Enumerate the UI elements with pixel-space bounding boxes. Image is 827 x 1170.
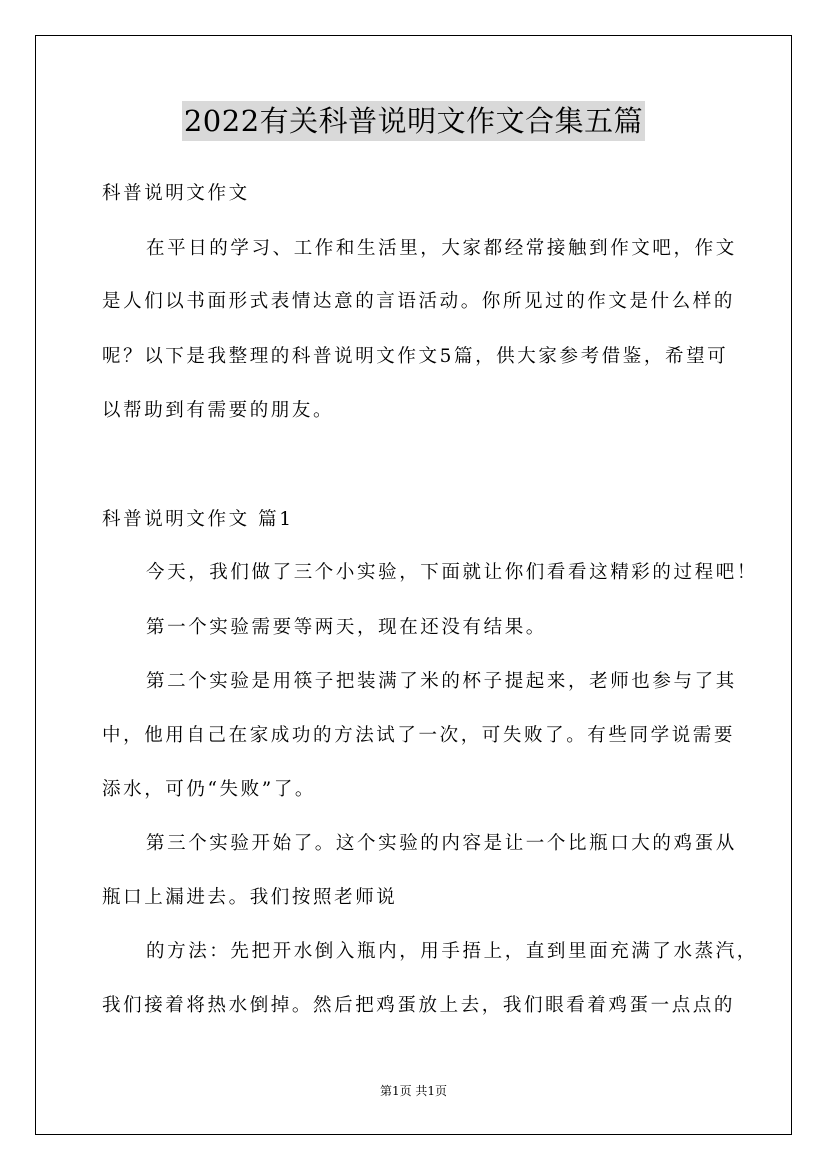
section-heading: 科普说明文作文 [102,183,250,204]
paragraph-line: 第三个实验开始了。这个实验的内容是让一个比瓶口大的鸡蛋从 [146,833,737,854]
paragraph-line: 添水，可仍“失败”了。 [102,779,317,800]
paragraph-line: 的方法：先把开水倒入瓶内，用手捂上，直到里面充满了水蒸汽， [146,941,758,962]
paragraph-line: 呢？以下是我整理的科普说明文作文5篇，供大家参考借鉴，希望可 [102,346,729,367]
paragraph-line: 我们接着将热水倒掉。然后把鸡蛋放上去，我们眼看着鸡蛋一点点的 [102,995,736,1016]
paragraph-line: 今天，我们做了三个小实验，下面就让你们看看这精彩的过程吧！ [146,562,758,583]
paragraph-line: 第一个实验需要等两天，现在还没有结果。 [146,617,547,638]
paragraph-line: 第二个实验是用筷子把装满了米的杯子提起来，老师也参与了其 [146,671,737,692]
title-container [0,101,827,141]
paragraph-line: 是人们以书面形式表情达意的言语活动。你所见过的作文是什么样的 [102,291,736,312]
paragraph-line: 在平日的学习、工作和生活里，大家都经常接触到作文吧，作文 [146,238,737,259]
paragraph-line: 以帮助到有需要的朋友。 [102,400,335,421]
paragraph-line: 中，他用自己在家成功的方法试了一次，可失败了。有些同学说需要 [102,725,736,746]
page-number: 第1页 共1页 [379,1084,448,1098]
section-heading: 科普说明文作文 篇1 [102,509,294,530]
paragraph-line: 瓶口上漏进去。我们按照老师说 [102,887,398,908]
document-title: 2022有关科普说明文作文合集五篇 [182,101,645,141]
